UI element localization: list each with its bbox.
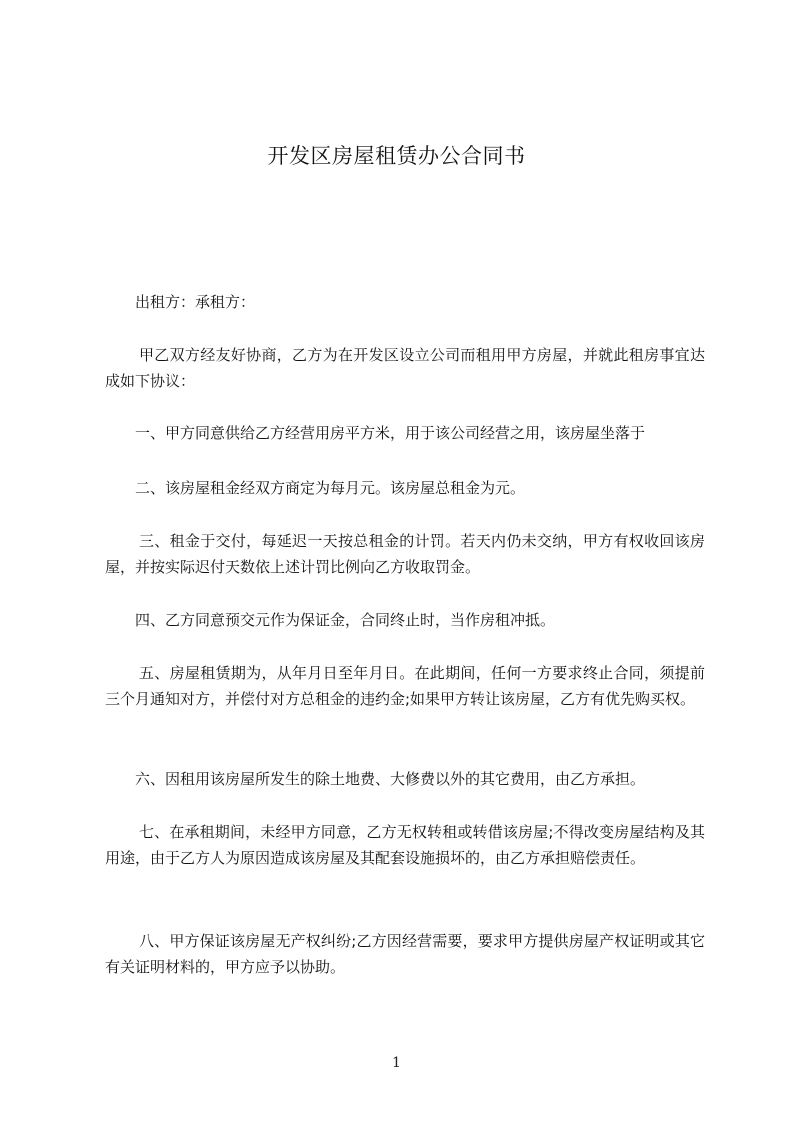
document-title: 开发区房屋租赁办公合同书 (267, 144, 526, 168)
intro-paragraph: 甲乙双方经友好协商，乙方为在开发区设立公司而租用甲方房屋，并就此租房事宜达成如下协议： (105, 346, 705, 390)
page-number: 1 (392, 1055, 401, 1071)
clause-3: 三、租金于交付，每延迟一天按总租金的计罚。若天内仍未交纳，甲方有权收回该房屋，并按实际迟付天数依上述计罚比例向乙方收取罚金。 (105, 532, 705, 576)
parties-line: 出租方：承租方： (135, 293, 256, 311)
clause-8: 八、甲方保证该房屋无产权纠纷;乙方因经营需要，要求甲方提供房屋产权证明或其它有关证明材料的，甲方应予以协助。 (105, 932, 705, 976)
clause-1: 一、甲方同意供给乙方经营用房平方米，用于该公司经营之用，该房屋坐落于 (135, 424, 646, 442)
clause-2: 二、该房屋租金经双方商定为每月元。该房屋总租金为元。 (135, 479, 526, 497)
clause-6: 六、因租用该房屋所发生的除土地费、大修费以外的其它费用，由乙方承担。 (135, 770, 646, 788)
clause-4: 四、乙方同意预交元作为保证金，合同终止时，当作房租冲抵。 (135, 611, 556, 629)
clause-7: 七、在承租期间，未经甲方同意，乙方无权转租或转借该房屋;不得改变房屋结构及其用途，由于乙方人为原因造成该房屋及其配套设施损坏的，由乙方承担赔偿责任。 (105, 823, 705, 867)
clause-5: 五、房屋租赁期为，从年月日至年月日。在此期间，任何一方要求终止合同，须提前三个月通知对方，并偿付对方总租金的违约金;如果甲方转让该房屋，乙方有优先购买权。 (105, 664, 705, 708)
